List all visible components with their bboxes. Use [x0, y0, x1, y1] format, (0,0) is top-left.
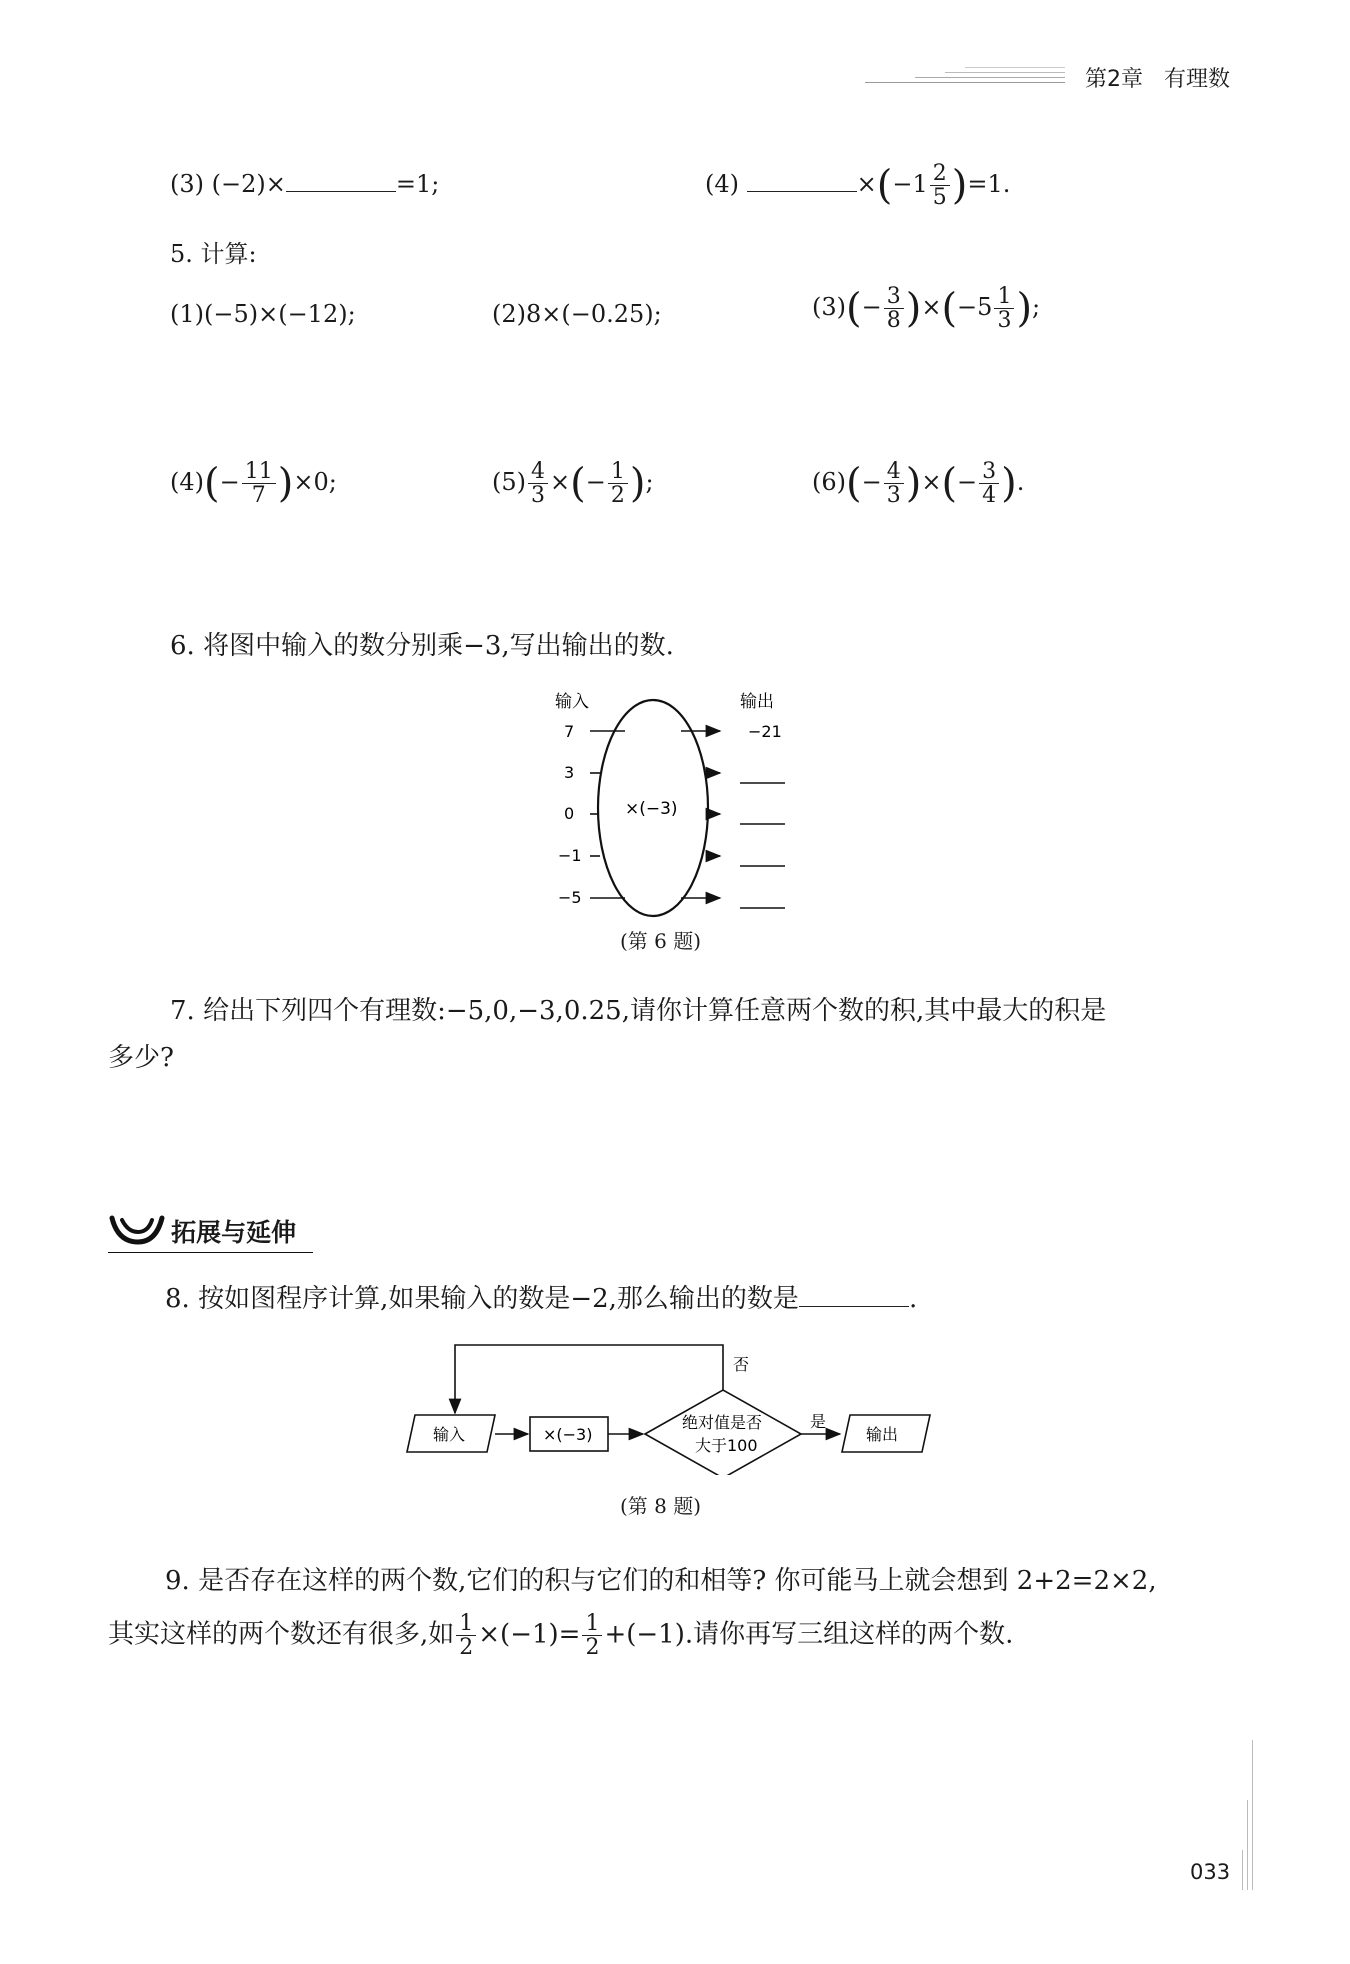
denominator: 2	[459, 1635, 474, 1661]
paren-close: )	[905, 460, 922, 507]
q8-flowchart	[400, 1335, 950, 1475]
operator-label: ×(−3)	[625, 799, 678, 819]
chapter-title: 有理数	[1163, 67, 1230, 92]
part-label: (3)	[170, 170, 204, 198]
times-sign: ×	[856, 170, 877, 199]
section-underline	[108, 1252, 313, 1253]
times-sign: ×	[921, 293, 942, 322]
q4-part3	[170, 170, 439, 198]
flow-input-label: 输入	[433, 1425, 466, 1444]
numerator: 1	[456, 1612, 476, 1636]
input-value: −1	[558, 846, 582, 865]
numerator: 1	[994, 285, 1014, 309]
minus-sign: −	[861, 468, 882, 497]
denominator: 5	[932, 185, 947, 211]
stem-text: 8. 按如图程序计算,如果输入的数是−2,那么输出的数是	[165, 1284, 799, 1314]
q5-stem: 5. 计算:	[170, 240, 257, 268]
answer-blank[interactable]	[799, 1306, 909, 1307]
expr-right: =1;	[395, 170, 440, 198]
q6-caption: (第 6 题)	[620, 929, 702, 953]
answer-blank[interactable]	[286, 191, 396, 192]
header-rule-line	[965, 67, 1065, 68]
fraction	[884, 285, 904, 332]
minus-sign: −	[219, 468, 240, 497]
denominator: 7	[251, 483, 266, 509]
fraction	[979, 460, 999, 507]
text: +(−1).请你再写三组这样的两个数.	[604, 1619, 1014, 1650]
q8-stem	[165, 1278, 917, 1315]
q4-part4	[705, 162, 1010, 209]
output-value: −21	[748, 722, 782, 741]
fraction	[884, 460, 904, 507]
fraction	[528, 460, 548, 507]
q8-caption: (第 8 题)	[620, 1494, 702, 1518]
numerator: 3	[979, 460, 999, 484]
mixed-int: −5	[957, 293, 993, 322]
q5-part6	[812, 460, 1024, 507]
part-label: (4)	[170, 468, 204, 497]
q9-line2	[108, 1612, 1013, 1659]
numerator: 11	[242, 460, 276, 484]
input-value: 3	[564, 763, 575, 782]
q6-diagram	[540, 685, 810, 920]
numerator: 4	[884, 460, 904, 484]
chapter-number: 第2章	[1085, 67, 1143, 92]
paren-open: (	[846, 285, 862, 332]
minus-sign: −	[585, 468, 606, 497]
section-swirl-icon	[108, 1212, 166, 1250]
paren-close: )	[905, 285, 922, 332]
output-blanks[interactable]	[740, 783, 785, 908]
flow-cond-line2: 大于100	[695, 1436, 758, 1455]
punct: .	[1016, 468, 1025, 497]
times-sign: ×	[921, 468, 942, 497]
section-header	[108, 1212, 296, 1250]
paren-open: (	[846, 460, 862, 507]
paren-close: )	[277, 460, 294, 507]
minus-sign: −	[861, 293, 882, 322]
header-chapter	[1085, 62, 1230, 93]
expr-left: (−2)×	[211, 170, 286, 198]
q5-part3	[812, 285, 1040, 332]
numerator: 1	[608, 460, 628, 484]
flow-output-label: 输出	[866, 1425, 899, 1444]
numerator: 3	[884, 285, 904, 309]
q5-part4	[170, 460, 337, 507]
mixed-int: −1	[892, 170, 928, 199]
paren-close: )	[629, 460, 646, 507]
input-arrows	[590, 731, 625, 898]
fraction	[242, 460, 276, 507]
header-rule-line	[915, 77, 1065, 78]
q5-part1: (1)(−5)×(−12);	[170, 300, 356, 328]
input-values	[558, 722, 582, 907]
fraction	[608, 460, 628, 507]
edge-line	[1242, 1850, 1243, 1890]
denominator: 2	[610, 483, 625, 509]
part-label: (4)	[705, 170, 739, 199]
part-label: (6)	[812, 468, 846, 497]
expr-right: ×0;	[293, 468, 337, 497]
decision-diamond	[645, 1390, 801, 1475]
part-label: (5)	[492, 468, 526, 497]
denominator: 4	[982, 483, 997, 509]
punct: .	[908, 1284, 918, 1314]
paren-open: (	[941, 285, 958, 332]
page-number: 033	[1190, 1860, 1231, 1884]
text: 其实这样的两个数还有很多,如	[108, 1619, 455, 1650]
header-rule-line	[945, 72, 1065, 73]
edge-line	[1252, 1740, 1253, 1890]
header-rule-line	[865, 82, 1065, 83]
part-label: (3)	[812, 293, 846, 322]
paren-close: )	[1016, 285, 1033, 332]
paren-open: (	[876, 162, 893, 209]
q9-line1: 9. 是否存在这样的两个数,它们的积与它们的和相等? 你可能马上就会想到 2+2=2×2,	[165, 1566, 1157, 1596]
flow-yes-label: 是	[810, 1412, 827, 1431]
denominator: 3	[886, 483, 901, 509]
fraction	[930, 162, 950, 209]
input-value: 7	[564, 722, 575, 741]
times-sign: ×	[550, 468, 571, 497]
answer-blank[interactable]	[747, 191, 857, 192]
q5-part5	[492, 460, 654, 507]
page-edge-marks	[1238, 1740, 1258, 1890]
section-title: 拓展与延伸	[171, 1218, 297, 1247]
input-label: 输入	[555, 692, 589, 712]
flow-op-label: ×(−3)	[543, 1425, 593, 1444]
minus-sign: −	[957, 468, 978, 497]
loop-back-line	[455, 1345, 723, 1413]
header-rule-group	[865, 62, 1065, 86]
q7-line2: 多少?	[108, 1043, 174, 1073]
punct: ;	[1032, 293, 1041, 322]
paren-open: (	[204, 460, 220, 507]
paren-open: (	[570, 460, 586, 507]
denominator: 3	[531, 483, 545, 509]
input-value: 0	[564, 804, 575, 823]
denominator: 3	[997, 308, 1012, 334]
fraction	[456, 1612, 476, 1659]
input-value: −5	[558, 888, 582, 907]
numerator: 1	[582, 1612, 602, 1636]
denominator: 2	[585, 1635, 600, 1661]
edge-line	[1247, 1800, 1248, 1890]
fraction	[994, 285, 1014, 332]
flow-no-label: 否	[733, 1355, 750, 1374]
text: ×(−1)=	[478, 1619, 581, 1650]
output-label: 输出	[740, 692, 774, 712]
q6-stem: 6. 将图中输入的数分别乘−3,写出输出的数.	[170, 631, 674, 661]
expr-right: =1.	[967, 170, 1011, 199]
flow-cond-line1: 绝对值是否	[682, 1413, 763, 1432]
numerator: 2	[930, 162, 950, 186]
q5-part2: (2)8×(−0.25);	[492, 300, 662, 328]
fraction	[582, 1612, 602, 1659]
numerator: 4	[528, 460, 548, 484]
q7-line1: 7. 给出下列四个有理数:−5,0,−3,0.25,请你计算任意两个数的积,其中最大的积是	[170, 996, 1107, 1026]
paren-open: (	[941, 460, 958, 507]
paren-close: )	[1001, 460, 1017, 507]
denominator: 8	[886, 308, 901, 334]
punct: ;	[645, 468, 654, 497]
paren-close: )	[951, 162, 968, 209]
